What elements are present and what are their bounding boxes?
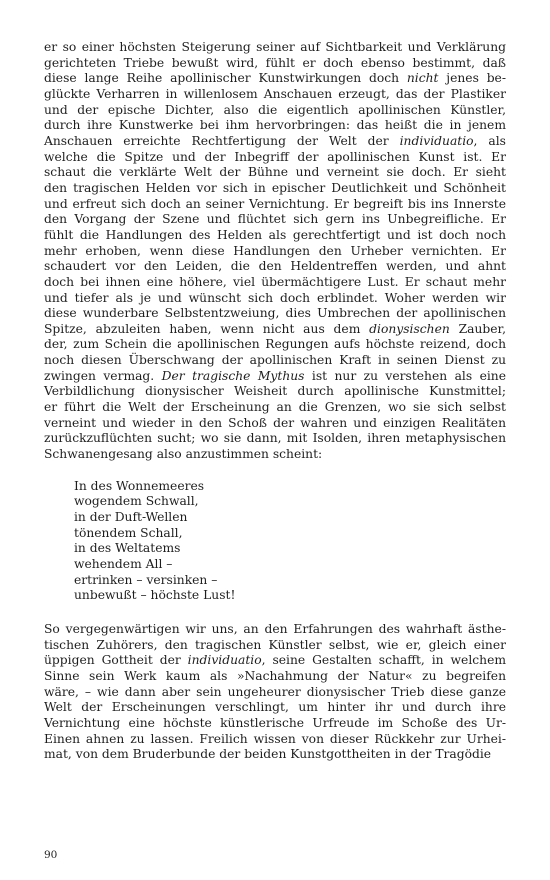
text-line: welche die Spitze und der Inbegriff der apollinischen Kunst ist. Er	[44, 149, 506, 164]
text-line: So vergegenwärtigen wir uns, an den Erfahrungen des wahrhaft ästhe-	[44, 621, 506, 636]
verse-line: In des Wonnemeeres	[74, 478, 205, 493]
text-line: Sinne sein Werk kaum als »Nachahmung der Natur« zu begreifen	[44, 668, 506, 683]
body-paragraph-2	[44, 622, 506, 763]
emphasis: nicht	[406, 71, 439, 86]
text-line: durch ihre Kunstwerke bei ihm hervorbringen: das heißt die in jenem	[44, 118, 506, 133]
text-line: und der epische Dichter, also die eigentlich apollinischen Künstler,	[44, 102, 506, 117]
verse-line: tönendem Schall,	[74, 525, 183, 540]
emphasis: individuatio	[187, 653, 262, 668]
verse-line: ertrinken – versinken –	[74, 572, 218, 587]
text-line: üppigen Gottheit der individuatio, seine Gestalten schafft, in welchem	[44, 653, 507, 668]
text-line: verneint und wieder in den Schoß der wahren und einzigen Realitäten	[44, 415, 506, 430]
text-line: Einen ahnen zu lassen. Freilich wissen von dieser Rückkehr zur Urhei-	[44, 731, 506, 746]
emphasis: dionysischen	[369, 321, 450, 336]
emphasis: Der tragische Mythus	[161, 368, 305, 383]
text-line: den Vorgang der Szene und flüchtet sich gern ins Unbegreifliche. Er	[44, 212, 506, 227]
text-line: glückte Verharren in willenlosem Anschauen erzeugt, das der Plastiker	[44, 86, 506, 101]
verse-line: in des Weltatems	[74, 541, 181, 556]
text-line: gerichteten Triebe bewußt wird, fühlt er doch ebenso bestimmt, daß	[44, 55, 506, 70]
text-line: Verbildlichung dionysischer Weisheit durch apollinische Kunstmittel;	[44, 384, 506, 399]
text-line: zwingen vermag. Der tragische Mythus ist nur zu verstehen als eine	[44, 368, 506, 383]
text-line: mehr erhoben, wenn diese Handlungen den Urheber vernichten. Er	[44, 243, 506, 258]
text-line: zurückzuflüchten sucht; wo sie dann, mit Isolden, ihren metaphysischen	[44, 431, 506, 446]
text-line: und tiefer als je und wünscht sich doch erblindet. Woher werden wir	[44, 290, 506, 305]
text-line: mat, von dem Bruderbunde der beiden Kunstgottheiten in der Tragödie	[44, 747, 492, 762]
text-line: Schwanengesang also anzustimmen scheint:	[44, 447, 323, 462]
text-line: den tragischen Helden vor sich in epischer Deutlichkeit und Schönheit	[44, 180, 506, 195]
page-number: 90	[44, 849, 58, 861]
text-line: er so einer höchsten Steigerung seiner auf Sichtbarkeit und Verklärung	[44, 40, 506, 54]
text-line: er führt die Welt der Erscheinung an die Grenzen, wo sie sich selbst	[44, 400, 506, 415]
text-line: Spitze, abzuleiten haben, wenn nicht aus dem dionysischen Zauber,	[44, 321, 506, 336]
text-line: und erfreut sich doch an seiner Vernichtung. Er begreift bis ins Innerste	[44, 196, 506, 211]
verse-line: wogendem Schwall,	[74, 494, 199, 509]
text-line: tischen Zuhörers, den tragischen Künstler selbst, wie er, gleich einer	[44, 637, 506, 652]
book-page	[44, 40, 506, 763]
text-line: wäre, – wie dann aber sein ungeheurer dionysischer Trieb diese ganze	[44, 684, 506, 699]
text-line: fühlt die Handlungen des Helden als gerechtfertigt und ist doch noch	[44, 227, 506, 242]
text-line: Vernichtung eine höchste künstlerische Urfreude im Schoße des Ur-	[44, 715, 506, 730]
text-line: schaudert vor den Leiden, die den Heldentreffen werden, und ahnt	[44, 259, 506, 274]
verse-line: in der Duft-Wellen	[74, 510, 188, 525]
verse-line: wehendem All –	[74, 557, 173, 571]
text-line: Anschauen erreichte Rechtfertigung der Welt der individuatio, als	[44, 133, 506, 148]
text-line: diese lange Reihe apollinischer Kunstwirkungen doch nicht jenes be-	[44, 71, 506, 86]
text-line: schaut die verklärte Welt der Bühne und verneint sie doch. Er sieht	[44, 165, 506, 180]
body-paragraph-1	[44, 40, 506, 463]
verse-block	[74, 479, 506, 604]
verse-line: unbewußt – höchste Lust!	[74, 588, 236, 603]
text-line: diese wunderbare Selbstentzweiung, dies Umbrechen der apollinischen	[44, 306, 506, 321]
text-line: Welt der Erscheinungen verschlingt, um hinter ihr und durch ihre	[44, 700, 506, 715]
text-line: der, zum Schein die apollinischen Regungen aufs höchste reizend, doch	[44, 337, 506, 352]
text-line: noch diesen Überschwang der apollinischen Kraft in seinen Dienst zu	[44, 353, 506, 368]
emphasis: individuatio	[399, 133, 474, 148]
text-line: doch bei ihnen eine höhere, viel übermächtigere Lust. Er schaut mehr	[44, 274, 506, 289]
